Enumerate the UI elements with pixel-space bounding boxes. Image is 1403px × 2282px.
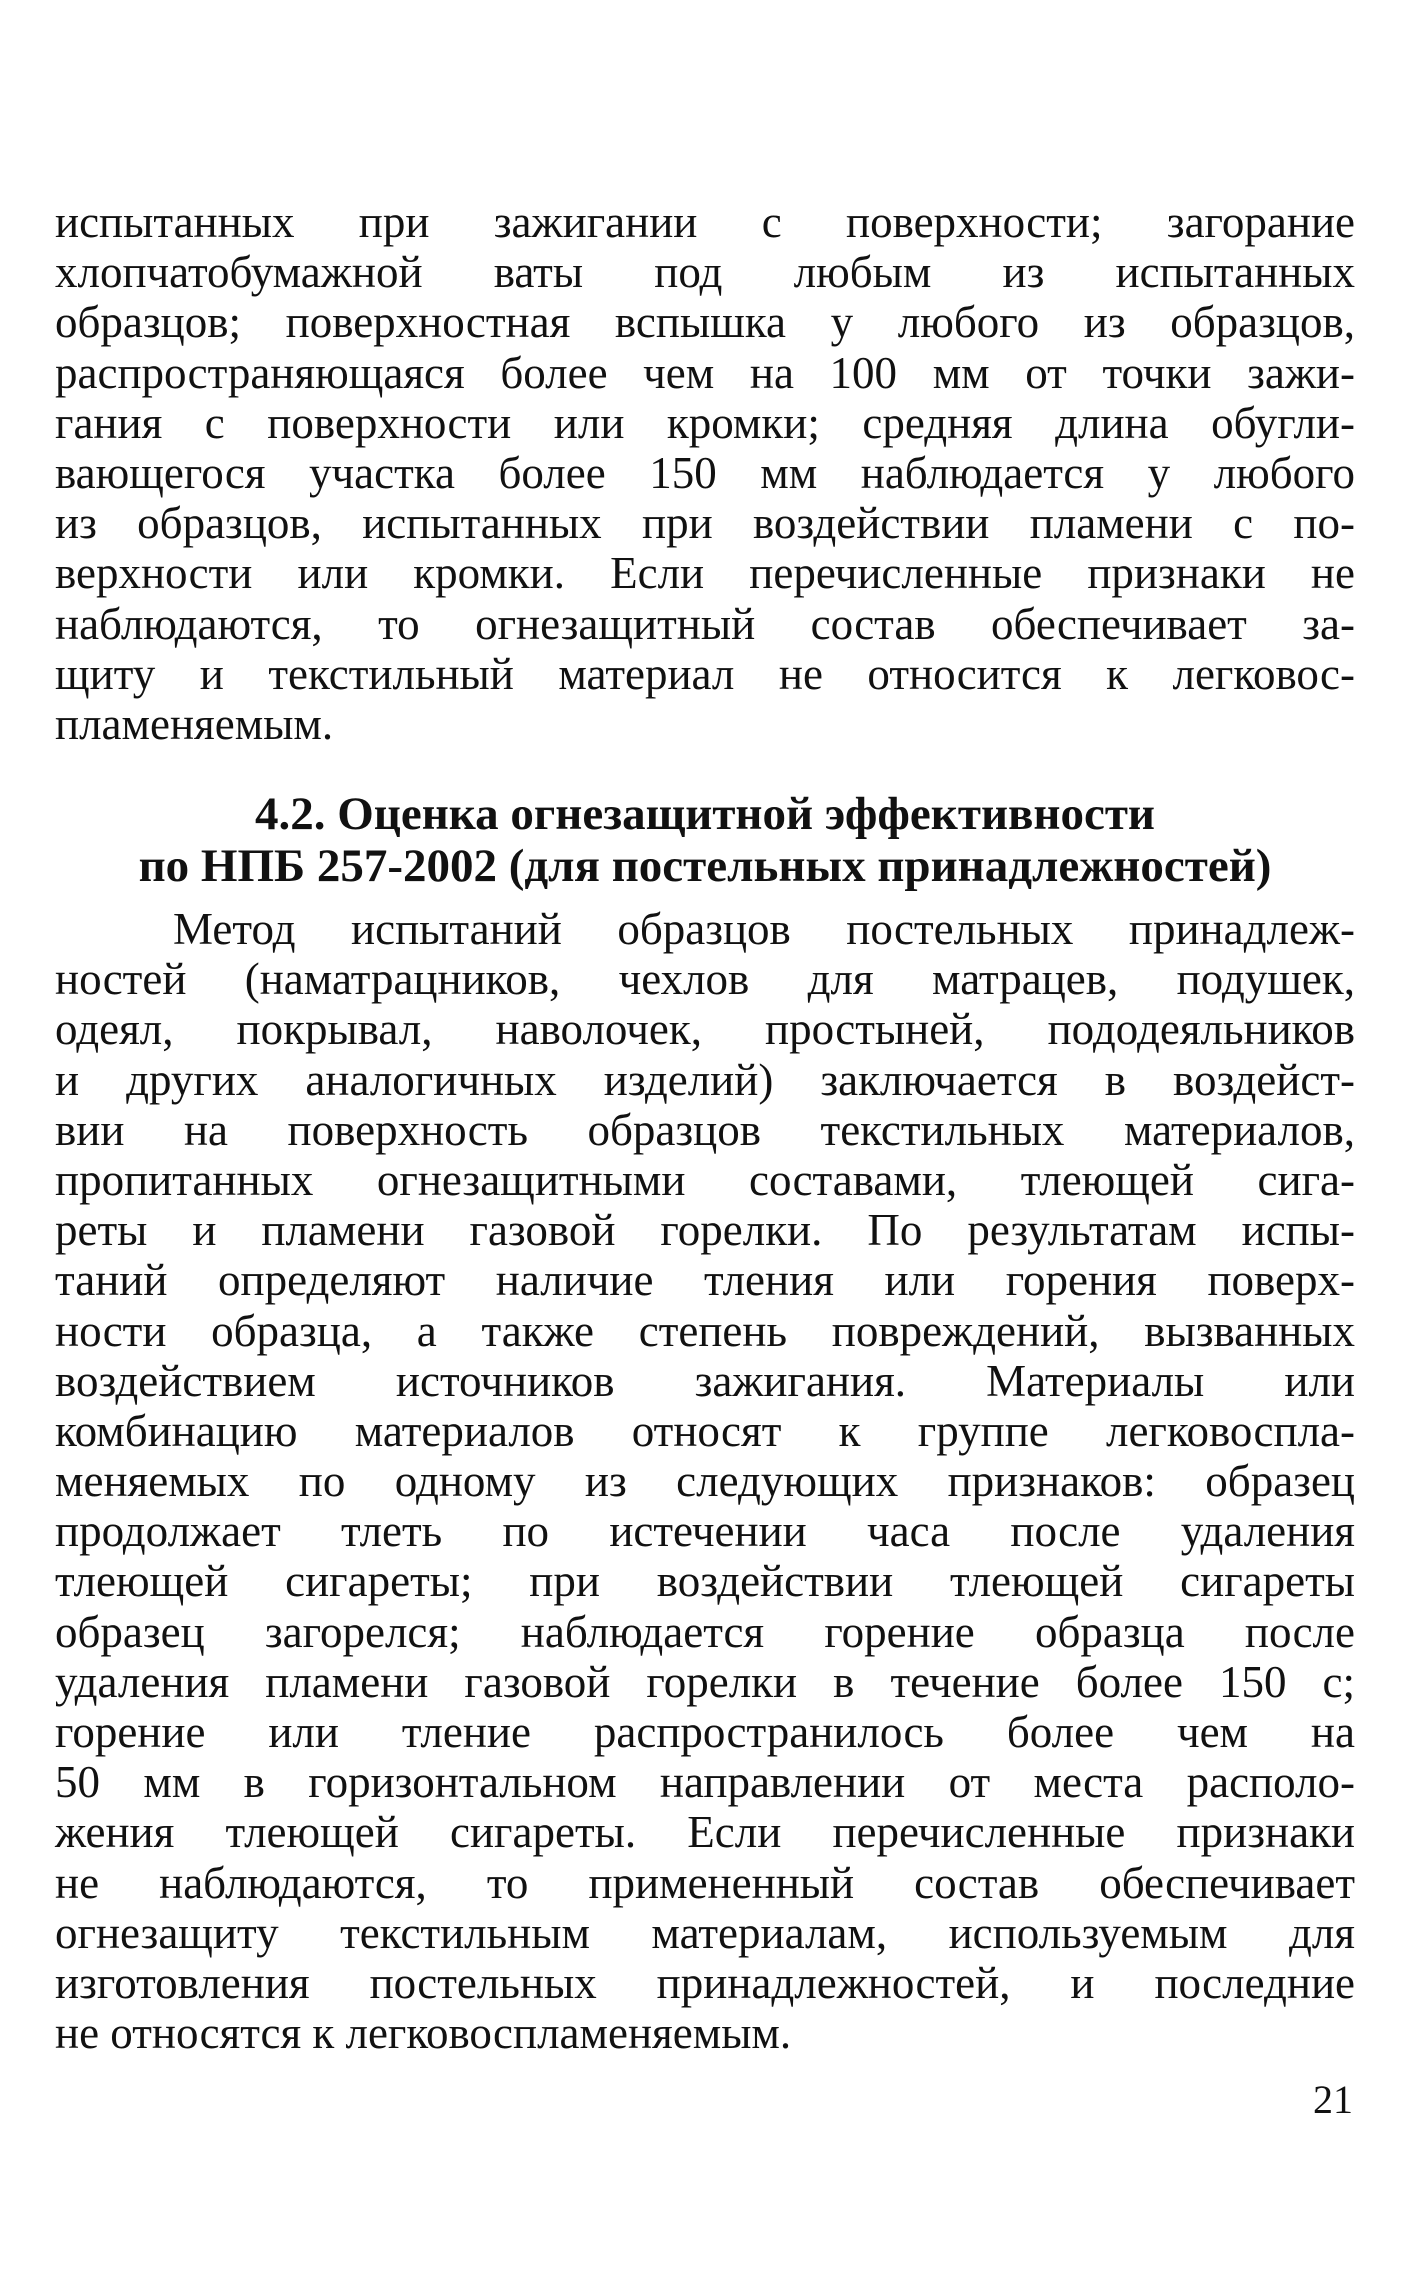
text-line: удаления пламени газовой горелки в течение более 150 с; <box>55 1656 1355 1707</box>
text-line: образец загорелся; наблюдается горение образца после <box>55 1606 1355 1657</box>
text-line: 50 мм в горизонтальном направлении от места располо- <box>55 1757 1355 1808</box>
section-heading-line-1: 4.2. Оценка огнезащитной эффективности <box>254 788 1156 840</box>
text-line: пламеняемым. <box>55 698 334 749</box>
section-heading <box>55 788 1355 892</box>
paragraph-continuation <box>55 197 1355 749</box>
text-line: щиту и текстильный материал не относится к легковос- <box>55 648 1355 699</box>
text-line: образцов; поверхностная вспышка у любого из образцов, <box>55 297 1355 348</box>
text-line: горение или тление распространилось более чем на <box>55 1707 1355 1757</box>
text-line: ности образца, а также степень повреждений, вызванных <box>55 1305 1355 1356</box>
text-line: гания с поверхности или кромки; средняя длина обугли- <box>55 397 1355 448</box>
text-line: верхности или кромки. Если перечисленные признаки не <box>55 548 1355 599</box>
text-line: из образцов, испытанных при воздействии пламени с по- <box>55 498 1355 549</box>
text-line: огнезащиту текстильным материалам, используемым для <box>55 1907 1355 1958</box>
text-line: вии на поверхность образцов текстильных материалов, <box>55 1104 1355 1155</box>
text-line: наблюдаются, то огнезащитный состав обеспечивает за- <box>55 598 1355 649</box>
text-line: вающегося участка более 150 мм наблюдается у любого <box>55 447 1355 498</box>
text-line: пропитанных огнезащитными составами, тлеющей сига- <box>55 1154 1355 1205</box>
text-line: хлопчатобумажной ваты под любым из испытанных <box>55 247 1355 298</box>
paragraph-method <box>55 904 1355 2058</box>
text-line: реты и пламени газовой горелки. По результатам испы- <box>55 1205 1355 1256</box>
text-line: испытанных при зажигании с поверхности; загорание <box>55 197 1355 247</box>
text-line: ностей (наматрацников, чехлов для матрацев, подушек, <box>55 954 1355 1005</box>
text-line: жения тлеющей сигареты. Если перечисленные признаки <box>55 1807 1355 1858</box>
text-line: Метод испытаний образцов постельных принадлеж- <box>173 904 1355 954</box>
page-number: 21 <box>1313 2077 1353 2122</box>
text-line: продолжает тлеть по истечении часа после удаления <box>55 1506 1355 1557</box>
text-line: таний определяют наличие тления или горения поверх- <box>55 1255 1355 1306</box>
section-heading-line-2: по НПБ 257-2002 (для постельных принадлежностей) <box>138 840 1272 892</box>
text-line: тлеющей сигареты; при воздействии тлеющей сигареты <box>55 1556 1355 1607</box>
text-line: комбинацию материалов относят к группе легковоспла- <box>55 1405 1355 1456</box>
text-line: и других аналогичных изделий) заключается в воздейст- <box>55 1054 1355 1105</box>
text-line: не наблюдаются, то примененный состав обеспечивает <box>55 1857 1355 1908</box>
text-line: одеял, покрывал, наволочек, простыней, пододеяльников <box>55 1004 1355 1055</box>
text-line: не относятся к легковоспламеняемым. <box>55 2008 792 2059</box>
text-line: меняемых по одному из следующих признаков: образец <box>55 1456 1355 1507</box>
text-line: воздействием источников зажигания. Материалы или <box>55 1355 1355 1406</box>
text-line: распространяющаяся более чем на 100 мм от точки зажи- <box>55 347 1355 398</box>
text-line: изготовления постельных принадлежностей, и последние <box>55 1957 1355 2008</box>
